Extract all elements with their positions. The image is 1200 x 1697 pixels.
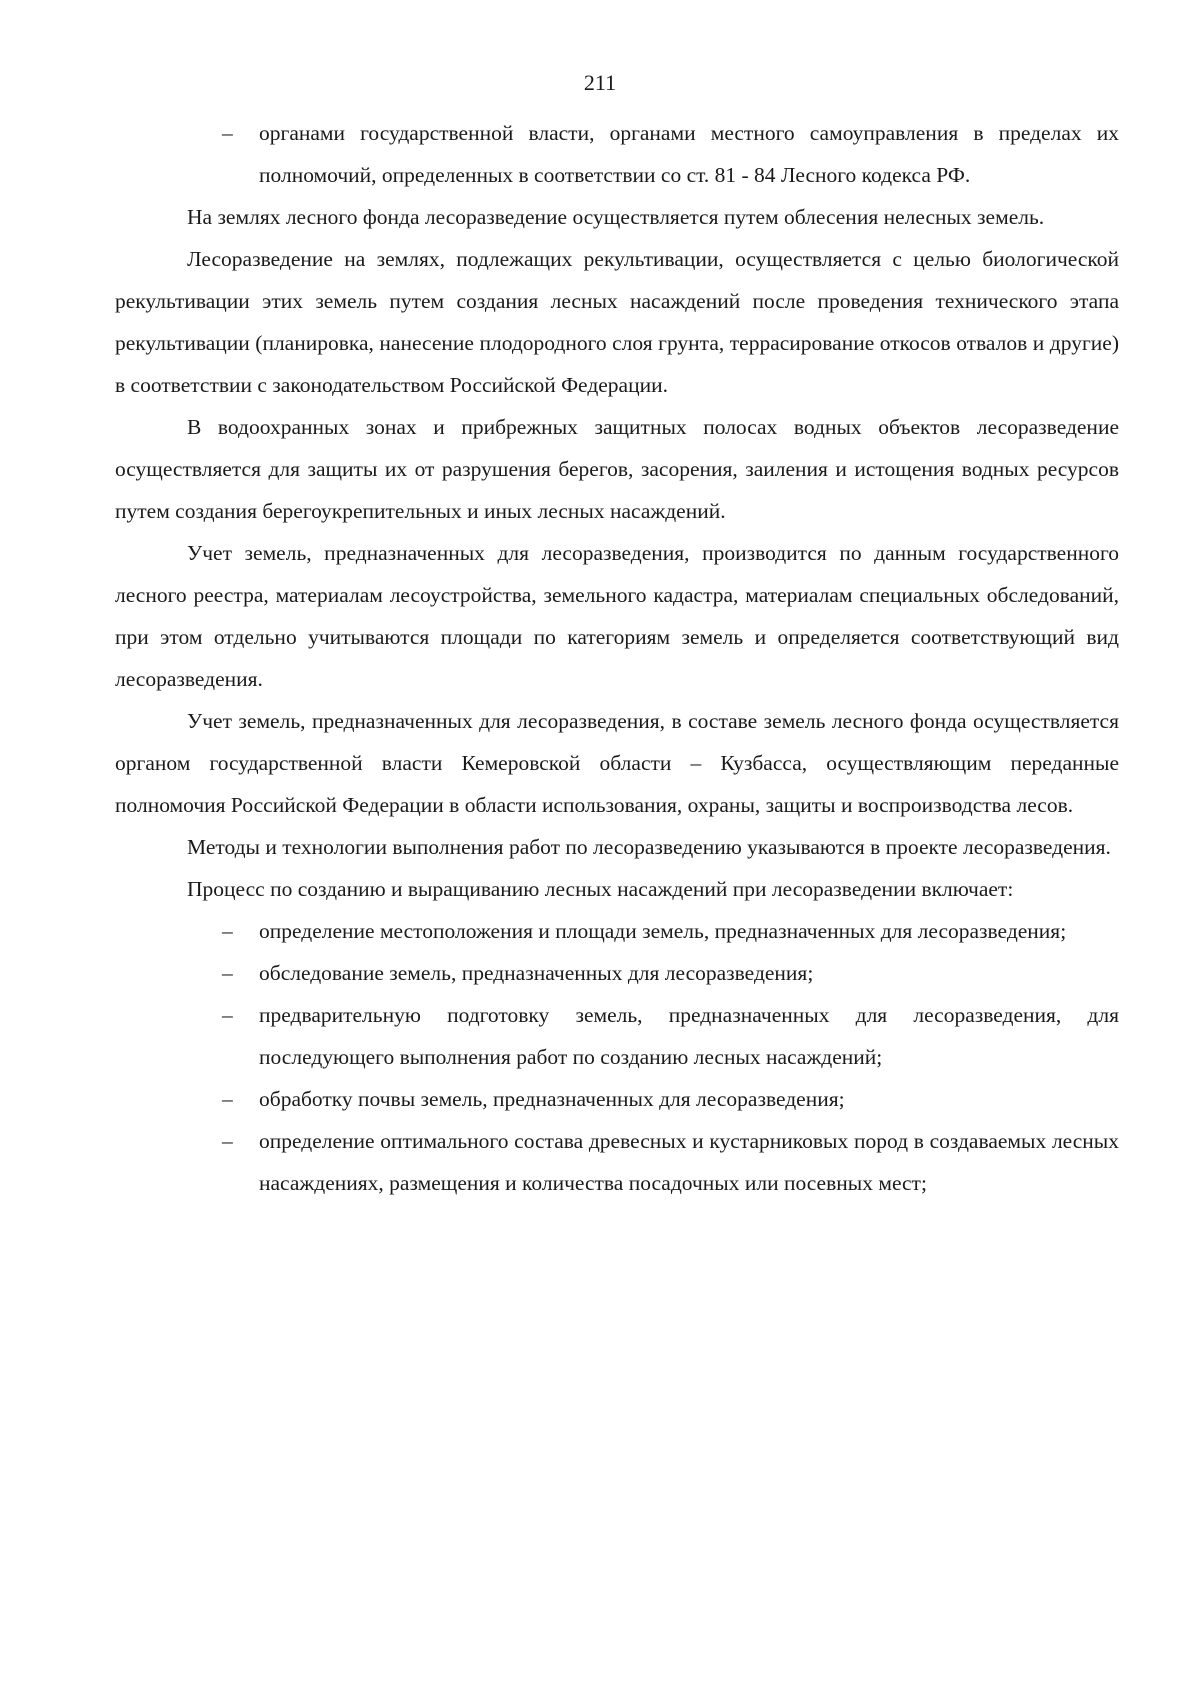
dash-bullet: –	[222, 919, 233, 943]
list-item	[115, 1120, 1119, 1204]
dash-bullet: –	[222, 121, 233, 145]
document-body	[115, 112, 1119, 1204]
list-item-text: определение оптимального состава древесных и кустарниковых пород в создаваемых лесных насаждениях, размещения и количества посадочных или посевных мест;	[259, 1129, 1119, 1195]
dash-bullet: –	[222, 961, 233, 985]
list-item	[115, 112, 1119, 196]
paragraph-land-accounting: Учет земель, предназначенных для лесоразведения, производится по данным государственного лесного реестра, материалам лесоустройства, земельного кадастра, материалам специальных обследований, при этом отдельно учитываются площади по категориям земель и определяется соответствующий вид лесоразведения.	[115, 541, 1119, 691]
page-number: 211	[583, 70, 617, 95]
top-dash-list	[115, 112, 1119, 196]
list-item-text: предварительную подготовку земель, предназначенных для лесоразведения, для последующего выполнения работ по созданию лесных насаждений;	[259, 1003, 1119, 1069]
process-dash-list	[115, 910, 1119, 1204]
paragraph-accounting-authority: Учет земель, предназначенных для лесоразведения, в составе земель лесного фонда осуществляется органом государственной власти Кемеровской области – Кузбасса, осуществляющим переданные полномочия Российской Федерации в области использования, охраны, защиты и воспроизводства лесов.	[115, 709, 1119, 817]
list-item-text: определение местоположения и площади земель, предназначенных для лесоразведения;	[259, 919, 1067, 943]
list-item	[115, 994, 1119, 1078]
list-item-text: органами государственной власти, органами местного самоуправления в пределах их полномочий, определенных в соответствии со ст. 81 - 84 Лесного кодекса РФ.	[259, 121, 1119, 187]
list-item	[115, 952, 1119, 994]
paragraph-water-protection: В водоохранных зонах и прибрежных защитных полосах водных объектов лесоразведение осуществляется для защиты их от разрушения берегов, засорения, заиления и истощения водных ресурсов путем создания берегоукрепительных и иных лесных насаждений.	[115, 415, 1119, 523]
dash-bullet: –	[222, 1087, 233, 1111]
paragraph-reclamation: Лесоразведение на землях, подлежащих рекультивации, осуществляется с целью биологической рекультивации этих земель путем создания лесных насаждений после проведения технического этапа рекультивации (планировка, нанесение плодородного слоя грунта, террасирование откосов отвалов и другие) в соответствии с законодательством Российской Федерации.	[115, 247, 1119, 397]
list-item-text: обследование земель, предназначенных для лесоразведения;	[259, 961, 814, 985]
paragraph-methods: Методы и технологии выполнения работ по лесоразведению указываются в проекте лесоразведения.	[187, 835, 1111, 859]
list-item	[115, 910, 1119, 952]
dash-bullet: –	[222, 1003, 233, 1027]
list-item	[115, 1078, 1119, 1120]
paragraph-process-intro: Процесс по созданию и выращиванию лесных насаждений при лесоразведении включает:	[187, 877, 1014, 901]
dash-bullet: –	[222, 1129, 233, 1153]
list-item-text: обработку почвы земель, предназначенных для лесоразведения;	[259, 1087, 845, 1111]
paragraph-forest-fund: На землях лесного фонда лесоразведение осуществляется путем облесения нелесных земель.	[187, 205, 1045, 229]
